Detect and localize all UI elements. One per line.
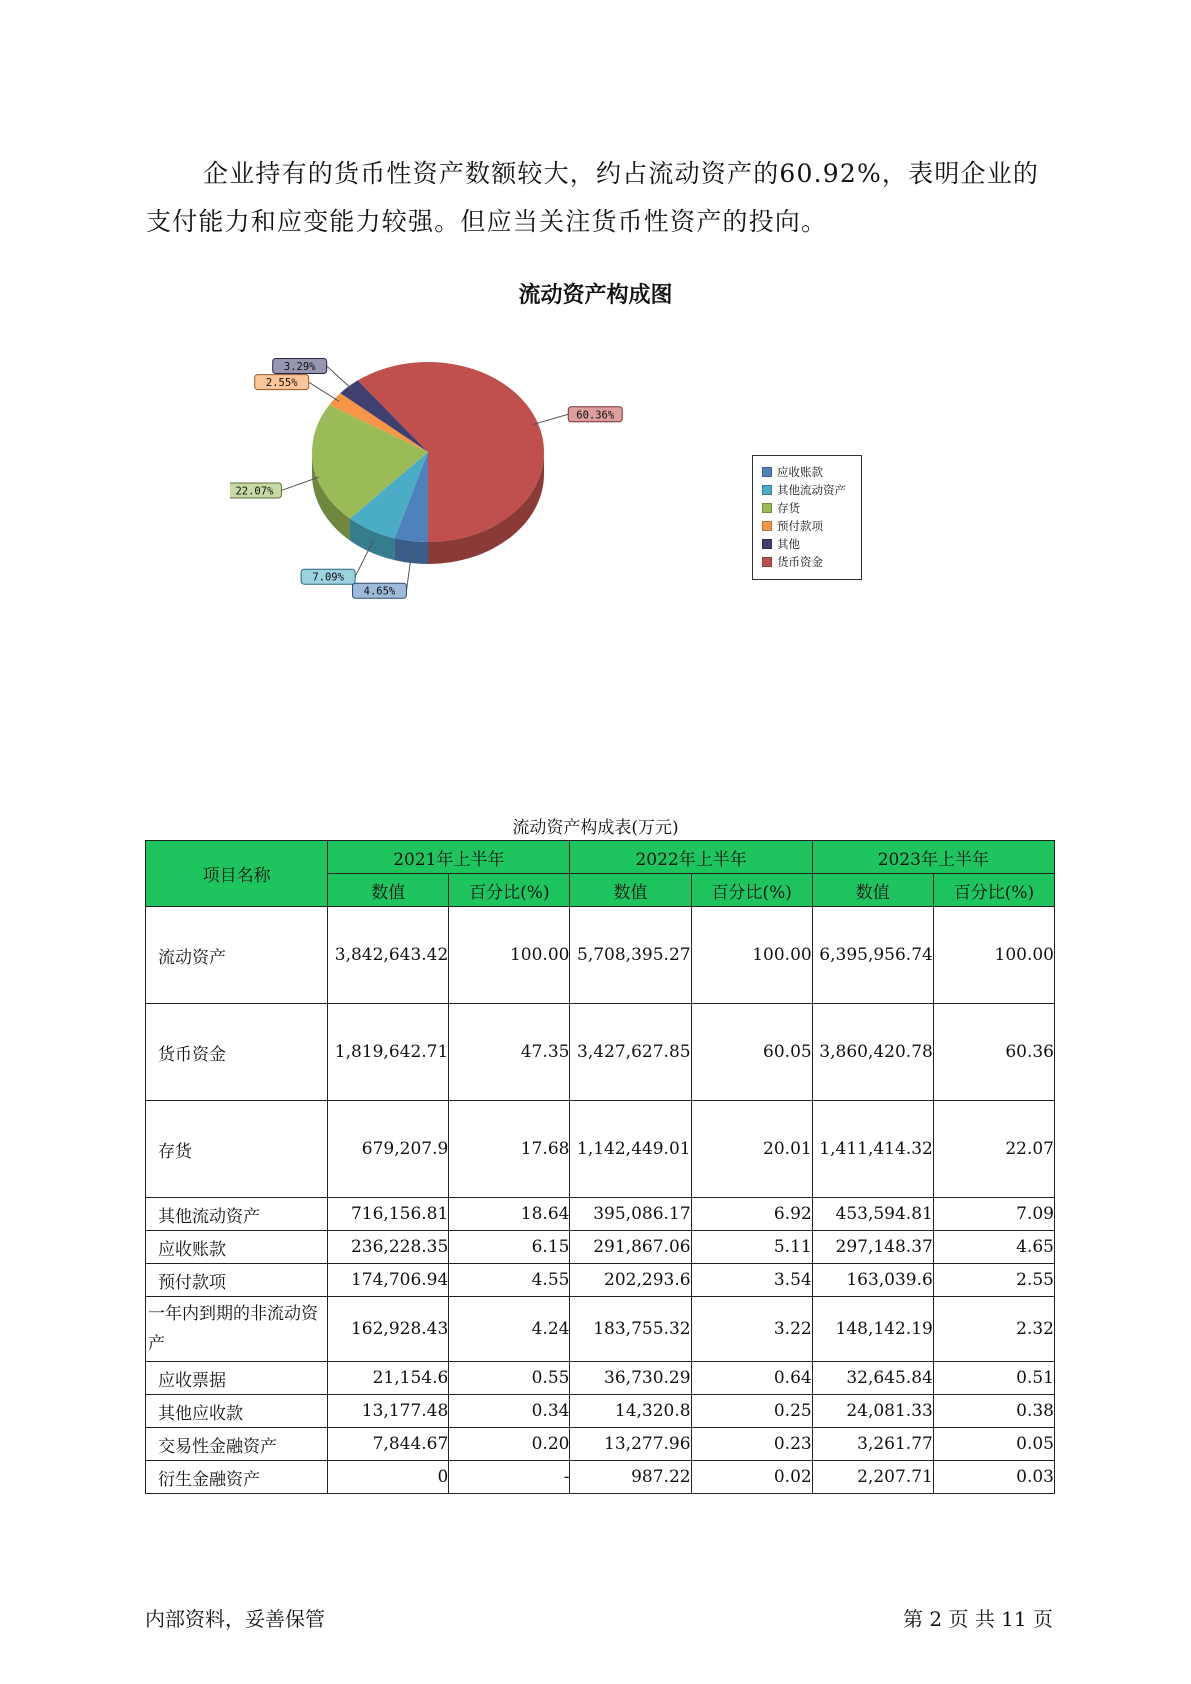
table-row: [146, 907, 1055, 1004]
cell-percent: 0.03: [933, 1461, 1054, 1494]
pie-data-label: 22.07%: [235, 485, 274, 498]
cell-percent: 17.68: [449, 1101, 570, 1198]
cell-percent: 0.51: [933, 1362, 1054, 1395]
header-value: 数值: [570, 874, 691, 907]
cell-percent: 100.00: [691, 907, 812, 1004]
cell-percent: 0.64: [691, 1362, 812, 1395]
cell-value: 3,842,643.42: [328, 907, 449, 1004]
pie-leader-line: [309, 382, 339, 401]
cell-percent: -: [449, 1461, 570, 1494]
cell-value: 0: [328, 1461, 449, 1494]
cell-percent: 0.05: [933, 1428, 1054, 1461]
current-assets-table: [145, 840, 1055, 1494]
cell-value: 148,142.19: [812, 1297, 933, 1362]
legend-label: 其他: [777, 537, 800, 551]
cell-percent: 18.64: [449, 1198, 570, 1231]
legend-item: [762, 481, 861, 499]
legend-swatch: [762, 485, 772, 495]
cell-value: 3,261.77: [812, 1428, 933, 1461]
row-name: 一年内到期的非流动资产: [146, 1297, 328, 1362]
legend-label: 预付款项: [777, 519, 823, 533]
pie-data-label: 7.09%: [312, 571, 344, 584]
legend-label: 货币资金: [777, 555, 823, 569]
table-row: [146, 1101, 1055, 1198]
cell-value: 716,156.81: [328, 1198, 449, 1231]
intro-paragraph: 企业持有的货币性资产数额较大，约占流动资产的60.92%，表明企业的支付能力和应变能力较强。但应当关注货币性资产的投向。: [146, 159, 1040, 236]
header-value: 数值: [812, 874, 933, 907]
cell-percent: 2.55: [933, 1264, 1054, 1297]
chart-legend: [752, 455, 862, 580]
header-year: 2022年上半年: [570, 841, 812, 874]
header-year: 2023年上半年: [812, 841, 1054, 874]
cell-value: 24,081.33: [812, 1395, 933, 1428]
legend-item: [762, 517, 861, 535]
cell-value: 2,207.71: [812, 1461, 933, 1494]
table-row: [146, 1297, 1055, 1362]
cell-value: 13,177.48: [328, 1395, 449, 1428]
cell-percent: 0.23: [691, 1428, 812, 1461]
cell-value: 1,411,414.32: [812, 1101, 933, 1198]
table-row: [146, 1395, 1055, 1428]
table-row: [146, 1198, 1055, 1231]
pie-data-label: 3.29%: [283, 360, 316, 373]
pie-data-label: 2.55%: [265, 377, 298, 390]
legend-item: [762, 535, 861, 553]
row-name: 交易性金融资产: [146, 1428, 328, 1461]
legend-item: [762, 463, 861, 481]
cell-value: 679,207.9: [328, 1101, 449, 1198]
cell-value: 21,154.6: [328, 1362, 449, 1395]
footer-page-number: 第 2 页 共 11 页: [903, 1607, 1053, 1631]
cell-value: 13,277.96: [570, 1428, 691, 1461]
cell-value: 5,708,395.27: [570, 907, 691, 1004]
cell-percent: 3.22: [691, 1297, 812, 1362]
cell-percent: 20.01: [691, 1101, 812, 1198]
cell-percent: 0.38: [933, 1395, 1054, 1428]
row-name: 衍生金融资产: [146, 1461, 328, 1494]
cell-percent: 0.25: [691, 1395, 812, 1428]
cell-value: 236,228.35: [328, 1231, 449, 1264]
cell-percent: 0.34: [449, 1395, 570, 1428]
legend-swatch: [762, 557, 772, 567]
pie-data-label: 4.65%: [363, 585, 396, 598]
legend-item: [762, 553, 861, 571]
legend-label: 应收账款: [777, 465, 823, 479]
header-percent: 百分比(%): [691, 874, 812, 907]
row-name: 货币资金: [146, 1004, 328, 1101]
chart-title: 流动资产构成图: [518, 283, 673, 308]
header-percent: 百分比(%): [933, 874, 1054, 907]
header-item-name: 项目名称: [146, 841, 328, 907]
cell-value: 1,142,449.01: [570, 1101, 691, 1198]
cell-percent: 0.20: [449, 1428, 570, 1461]
cell-value: 395,086.17: [570, 1198, 691, 1231]
cell-value: 1,819,642.71: [328, 1004, 449, 1101]
table-caption: 流动资产构成表(万元): [512, 818, 679, 838]
row-name: 应收账款: [146, 1231, 328, 1264]
cell-percent: 0.55: [449, 1362, 570, 1395]
pie-leader-line: [327, 366, 353, 390]
cell-percent: 5.11: [691, 1231, 812, 1264]
cell-percent: 0.02: [691, 1461, 812, 1494]
cell-value: 36,730.29: [570, 1362, 691, 1395]
cell-value: 6,395,956.74: [812, 907, 933, 1004]
cell-value: 32,645.84: [812, 1362, 933, 1395]
header-value: 数值: [328, 874, 449, 907]
cell-percent: 100.00: [933, 907, 1054, 1004]
cell-value: 3,860,420.78: [812, 1004, 933, 1101]
legend-swatch: [762, 503, 772, 513]
header-percent: 百分比(%): [449, 874, 570, 907]
cell-percent: 3.54: [691, 1264, 812, 1297]
table-row: [146, 1362, 1055, 1395]
table-row: [146, 1461, 1055, 1494]
cell-percent: 47.35: [449, 1004, 570, 1101]
cell-percent: 60.05: [691, 1004, 812, 1101]
row-name: 预付款项: [146, 1264, 328, 1297]
cell-value: 183,755.32: [570, 1297, 691, 1362]
cell-percent: 22.07: [933, 1101, 1054, 1198]
row-name: 流动资产: [146, 907, 328, 1004]
cell-percent: 4.24: [449, 1297, 570, 1362]
table-row: [146, 1231, 1055, 1264]
footer-confidential: 内部资料，妥善保管: [145, 1607, 325, 1631]
pie-leader-line: [532, 414, 568, 424]
cell-value: 291,867.06: [570, 1231, 691, 1264]
cell-percent: 2.32: [933, 1297, 1054, 1362]
cell-percent: 6.92: [691, 1198, 812, 1231]
cell-value: 987.22: [570, 1461, 691, 1494]
pie-chart: [230, 350, 630, 600]
legend-swatch: [762, 521, 772, 531]
row-name: 其他应收款: [146, 1395, 328, 1428]
row-name: 应收票据: [146, 1362, 328, 1395]
cell-value: 3,427,627.85: [570, 1004, 691, 1101]
cell-percent: 4.65: [933, 1231, 1054, 1264]
cell-value: 453,594.81: [812, 1198, 933, 1231]
legend-swatch: [762, 539, 772, 549]
cell-value: 162,928.43: [328, 1297, 449, 1362]
pie-data-label: 60.36%: [576, 409, 615, 422]
table-row: [146, 1004, 1055, 1101]
cell-value: 163,039.6: [812, 1264, 933, 1297]
cell-value: 7,844.67: [328, 1428, 449, 1461]
cell-value: 202,293.6: [570, 1264, 691, 1297]
cell-value: 297,148.37: [812, 1231, 933, 1264]
header-year: 2021年上半年: [328, 841, 570, 874]
row-name: 其他流动资产: [146, 1198, 328, 1231]
legend-label: 其他流动资产: [777, 483, 846, 497]
row-name: 存货: [146, 1101, 328, 1198]
cell-percent: 6.15: [449, 1231, 570, 1264]
legend-swatch: [762, 467, 772, 477]
legend-item: [762, 499, 861, 517]
legend-label: 存货: [777, 501, 800, 515]
cell-percent: 4.55: [449, 1264, 570, 1297]
cell-value: 174,706.94: [328, 1264, 449, 1297]
cell-percent: 60.36: [933, 1004, 1054, 1101]
table-row: [146, 1428, 1055, 1461]
table-row: [146, 1264, 1055, 1297]
cell-value: 14,320.8: [570, 1395, 691, 1428]
cell-percent: 100.00: [449, 907, 570, 1004]
cell-percent: 7.09: [933, 1198, 1054, 1231]
